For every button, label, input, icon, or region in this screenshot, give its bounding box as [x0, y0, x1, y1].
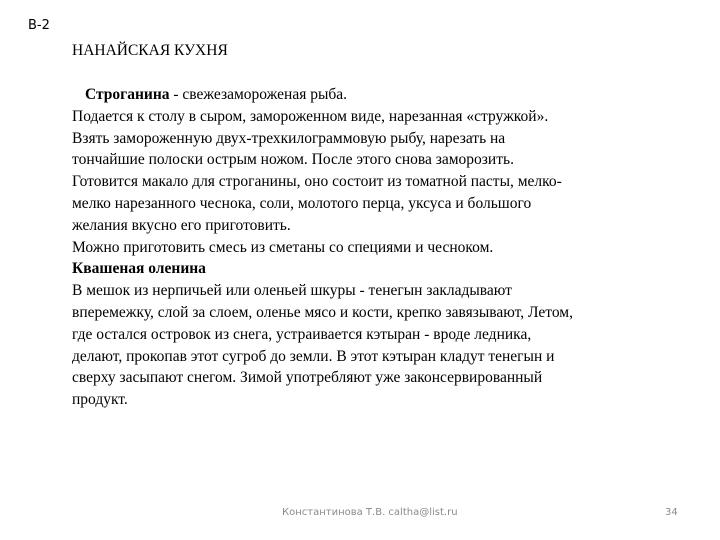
stroganina-term: Строганина — [85, 86, 170, 103]
stroganina-line: мелко нарезанного чеснока, соли, молотого перца, уксуса и большого — [72, 194, 532, 212]
stroganina-line: Подается к столу в сыром, замороженном виде, нарезанная «стружкой». — [72, 107, 549, 125]
body-text — [72, 84, 672, 411]
stroganina-line: желания вкусно его приготовить. — [72, 216, 291, 234]
page-number: 34 — [665, 507, 678, 518]
page-title: НАНАЙСКАЯ КУХНЯ — [72, 42, 228, 59]
kvashenaya-line: делают, прокопав этот сугроб до земли. В этот кэтыран кладут тенегын и — [72, 347, 555, 365]
slide-label: В-2 — [28, 18, 50, 33]
stroganina-intro-line — [72, 84, 672, 106]
kvashenaya-line: сверху засыпают снегом. Зимой употребляют уже законсервированный — [72, 369, 543, 387]
kvashenaya-line: вперемежку, слой за слоем, оленье мясо и кости, крепко завязывают, Летом, — [72, 303, 573, 321]
stroganina-definition: - свежезамороженая рыба. — [169, 86, 348, 103]
stroganina-line: Можно приготовить смесь из сметаны со специями и чесноком. — [72, 238, 494, 256]
footer-author: Константинова Т.В. caltha@list.ru — [282, 507, 458, 518]
kvashenaya-line: продукт. — [72, 391, 128, 409]
kvashenaya-line: где остался островок из снега, устраивается кэтыран - вроде ледника, — [72, 325, 532, 343]
stroganina-line: тончайшие полоски острым ножом. После этого снова заморозить. — [72, 151, 514, 169]
kvashenaya-line: В мешок из нерпичьей или оленьей шкуры - тенегын закладывают — [72, 282, 512, 300]
kvashenaya-term: Квашеная оленина — [72, 260, 206, 278]
stroganina-line: Готовится макало для строганины, оно состоит из томатной пасты, мелко- — [72, 173, 562, 191]
stroganina-line: Взять замороженную двух-трехкилограммовую рыбу, нарезать на — [72, 129, 506, 147]
